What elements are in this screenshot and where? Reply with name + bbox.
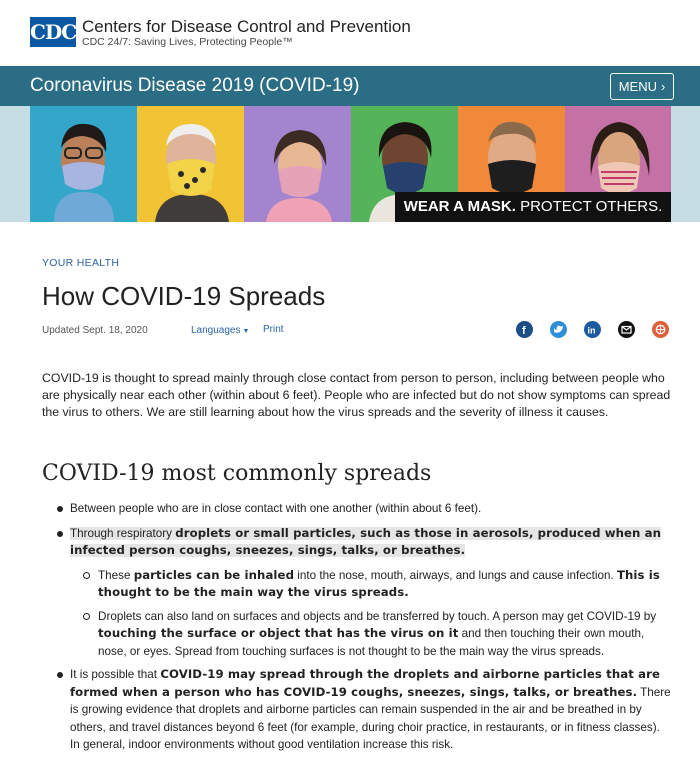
sub-inhaled-pre: These	[98, 568, 134, 582]
sub-surfaces-post: and then touching their own mouth, nose, or eyes. Spread from touching surfaces is not thought to be the main way the virus spreads.	[98, 627, 645, 658]
tagline: CDC 24/7: Saving Lives, Protecting People™	[82, 36, 293, 48]
sub-list-item	[42, 567, 672, 602]
bullet-airborne-post: There is growing evidence that droplets and airborne particles can remain suspended in the air and be breathed in by others, and travel distances beyond 6 feet (for example, during choir practice, in restaurants, or in fitness classes). In general, indoor environments without good ventilation increase this risk.	[70, 685, 671, 751]
bullet-droplets-pre: Through respiratory	[70, 526, 176, 540]
bullet-close-contact: Between people who are in close contact with one another (within about 6 feet).	[70, 502, 482, 515]
facebook-icon[interactable]	[516, 321, 533, 338]
section-eyebrow[interactable]: YOUR HEALTH	[42, 257, 120, 269]
svg-text:f: f	[522, 325, 526, 337]
bullet-droplets-bold: droplets or small particles, such as those in aerosols, produced when an infected person coughs, sneezes, sings, talks, or breathes.	[70, 525, 662, 557]
site-title[interactable]: Coronavirus Disease 2019 (COVID-19)	[30, 75, 360, 96]
section-heading: COVID-19 most commonly spreads	[42, 461, 432, 486]
banner-panel-2	[137, 106, 244, 222]
sub-inhaled-mid: into the nose, mouth, airways, and lungs and cause infection.	[294, 568, 617, 582]
org-name[interactable]: Centers for Disease Control and Prevention	[82, 17, 411, 36]
sub-surfaces-bold: touching the surface or object that has the virus on it	[98, 626, 459, 640]
syndicate-icon[interactable]	[652, 321, 669, 338]
bullet-ring	[83, 613, 90, 620]
intro-paragraph: COVID-19 is thought to spread mainly through close contact from person to person, including between people who are physically near each other (within about 6 feet). People who are infected but do not show symptoms can spread the virus to others. We are still learning about how the virus spreads and the severity of illness it causes.	[42, 371, 671, 419]
list-item	[42, 525, 672, 560]
menu-button[interactable]	[610, 73, 674, 100]
sub-inhaled-bold: particles can be inhaled	[133, 567, 295, 582]
banner-caption	[395, 192, 671, 222]
sub-main-way-bold: This is thought to be the main way the virus spreads.	[98, 567, 660, 599]
bullet-airborne-bold: COVID-19 may spread through the droplets and airborne particles that are formed when a person who has COVID-19 coughs, sneezes, sings, talks, or breathes.	[70, 667, 660, 699]
list-item	[42, 666, 672, 754]
mask-banner	[30, 106, 671, 222]
caret-down-icon: ▼	[242, 328, 250, 335]
person-photo-3	[244, 106, 351, 222]
menu-label: MENU	[618, 79, 657, 94]
banner-caption-rest: PROTECT OTHERS.	[515, 198, 663, 215]
banner-panel-1	[30, 106, 137, 222]
svg-text:in: in	[587, 325, 596, 336]
bullet-dot	[57, 506, 63, 512]
twitter-icon[interactable]	[550, 321, 567, 338]
bullet-dot	[57, 672, 63, 678]
bullet-droplets-highlight	[70, 527, 661, 558]
site-title-bar	[0, 66, 700, 106]
cdc-logo[interactable]: CDC	[30, 17, 76, 47]
updated-date: Updated Sept. 18, 2020	[42, 325, 148, 336]
email-icon[interactable]	[618, 321, 635, 338]
banner-panel-3	[244, 106, 351, 222]
sub-list-item	[42, 608, 672, 661]
print-link[interactable]: Print	[263, 324, 284, 335]
list-item	[42, 500, 672, 518]
sub-surfaces-pre: Droplets can also land on surfaces and objects and be transferred by touch. A person may get COVID-19 by	[98, 609, 657, 623]
page-title: How COVID-19 Spreads	[42, 281, 326, 311]
languages-dropdown[interactable]	[191, 325, 249, 336]
person-photo-1	[30, 106, 137, 222]
bullet-ring	[83, 572, 90, 579]
languages-label: Languages	[191, 325, 241, 336]
bullet-airborne-pre: It is possible that	[70, 668, 161, 681]
chevron-right-icon: ›	[660, 79, 666, 94]
site-header	[0, 0, 700, 66]
linkedin-icon[interactable]	[584, 321, 601, 338]
bullet-dot	[57, 531, 63, 537]
banner-caption-bold: WEAR A MASK.	[403, 198, 516, 215]
person-photo-2	[137, 106, 244, 222]
spread-list	[42, 500, 672, 761]
